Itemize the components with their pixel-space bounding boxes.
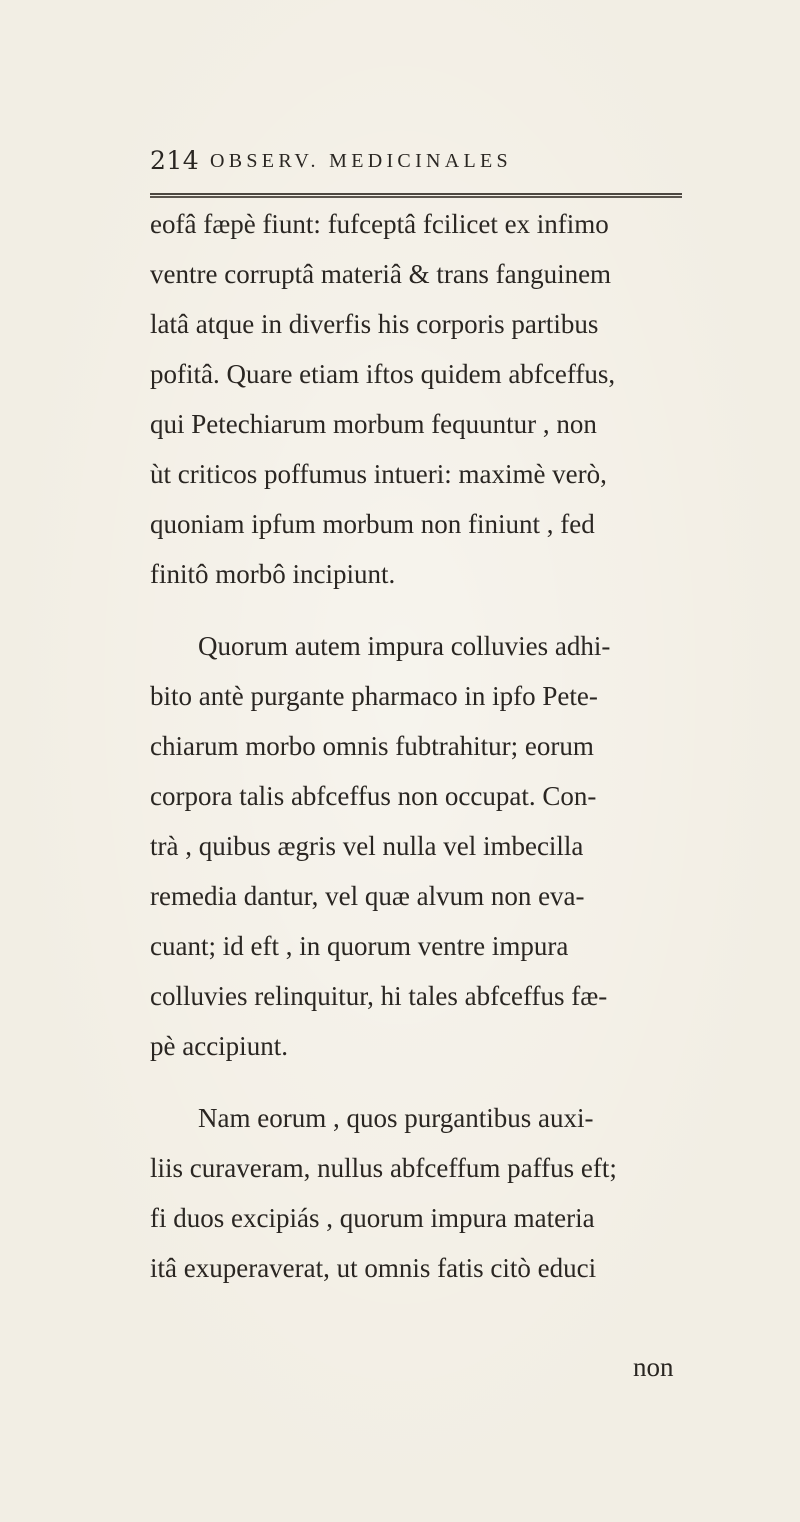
- text-line: colluvies relinquitur, hi tales abfceffus fæ-: [150, 981, 608, 1011]
- text-line: qui Petechiarum morbum fequuntur , non: [150, 409, 597, 439]
- text-line: trà , quibus ægris vel nulla vel imbecilla: [150, 831, 584, 861]
- page-header: [150, 146, 680, 186]
- header-rule: [150, 193, 682, 198]
- text-line: bito antè purgante pharmaco in ipfo Pete-: [150, 681, 598, 711]
- text-line: finitô morbô incipiunt.: [150, 559, 396, 589]
- text-line: Nam eorum , quos purgantibus auxi-: [198, 1103, 594, 1133]
- text-line: ùt criticos poffumus intueri: maximè verò,: [150, 459, 607, 489]
- text-line: ventre corruptâ materiâ & trans fanguinem: [150, 259, 612, 289]
- text-line: latâ atque in diverfis his corporis partibus: [150, 309, 599, 339]
- text-line: eofâ fæpè fiunt: fufceptâ fcilicet ex infimo: [150, 209, 609, 239]
- text-line: itâ exuperaverat, ut omnis fatis citò educi: [150, 1253, 597, 1283]
- text-line: liis curaveram, nullus abfceffum paffus eft;: [150, 1153, 617, 1183]
- text-line: Quorum autem impura colluvies adhi-: [198, 631, 611, 661]
- text-line: pofitâ. Quare etiam iftos quidem abfceffus,: [150, 359, 616, 389]
- text-line: quoniam ipfum morbum non finiunt , fed: [150, 509, 595, 539]
- page-number: 214: [150, 146, 200, 175]
- text-line: chiarum morbo omnis fubtrahitur; eorum: [150, 731, 594, 761]
- text-line: corpora talis abfceffus non occupat. Con-: [150, 781, 597, 811]
- text-line: remedia dantur, vel quæ alvum non eva-: [150, 881, 585, 911]
- text-line: cuant; id eft , in quorum ventre impura: [150, 931, 569, 961]
- text-line: pè accipiunt.: [150, 1031, 288, 1061]
- catchword: non: [633, 1352, 674, 1382]
- text-line: fi duos excipiás , quorum impura materia: [150, 1203, 595, 1233]
- running-title: OBSERV. MEDICINALES: [210, 150, 512, 172]
